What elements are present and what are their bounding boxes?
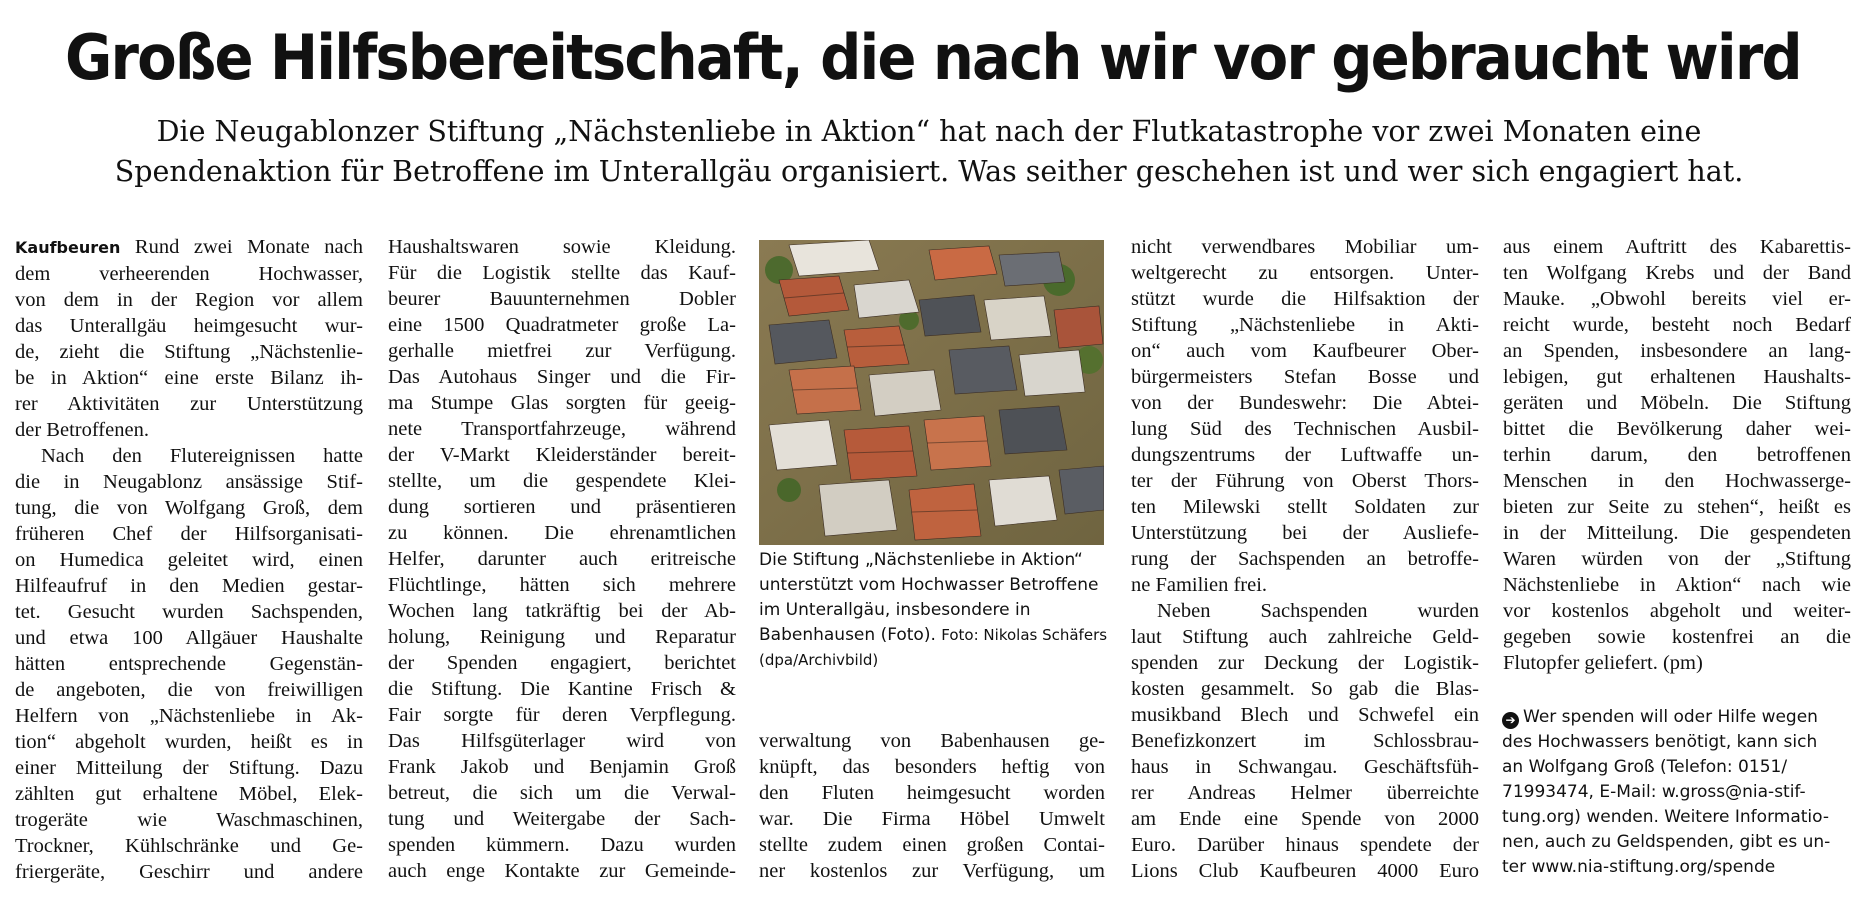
text-line: Helfer, darunter auch eritreische <box>388 548 736 570</box>
text-line: knüpft, das besonders heftig von <box>759 756 1105 778</box>
text-line: Trockner, Kühlschränke und Ge- <box>15 835 363 857</box>
text-line: Hilfeaufruf in den Medien gestar- <box>15 575 363 597</box>
text-line: Haushaltswaren sowie Kleidung. <box>388 236 736 258</box>
text-line: geräten und Möbeln. Die Stiftung <box>1503 392 1851 414</box>
donation-info <box>1502 705 1852 880</box>
text-line: tet. Gesucht wurden Sachspenden, <box>15 601 363 623</box>
text-line: on“ auch vom Kaufbeurer Ober- <box>1131 340 1479 362</box>
text-line: Benefizkonzert im Schlossbrau- <box>1131 730 1479 752</box>
text-line: war. Die Firma Höbel Umwelt <box>759 808 1105 830</box>
text-line: on Humedica geleitet wird, einen <box>15 549 363 571</box>
text-line: be in Aktion“ eine erste Bilanz ih- <box>15 367 363 389</box>
text-line: und etwa 100 Allgäuer Haushalte <box>15 627 363 649</box>
text-line: bieten zur Seite zu stehen“, heißt es <box>1503 496 1851 518</box>
text-line: de, zieht die Stiftung „Nächstenlie- <box>15 341 363 363</box>
text-line: einer Mitteilung der Stiftung. Dazu <box>15 757 363 779</box>
text-line: den Fluten heimgesucht worden <box>759 782 1105 804</box>
text-line: Nächstenliebe in Aktion“ nach wie <box>1503 574 1851 596</box>
text-line: Frank Jakob und Benjamin Groß <box>388 756 736 778</box>
text-line: rung der Sachspenden an betroffe- <box>1131 548 1479 570</box>
text-line: Wochen lang tatkräftig bei der Ab- <box>388 600 736 622</box>
text-line: Fair sorgte für deren Verpflegung. <box>388 704 736 726</box>
text-line: Helfern von „Nächstenliebe in Ak- <box>15 705 363 727</box>
article-column-3 <box>759 728 1105 898</box>
text-line: gerhalle mietfrei zur Verfügung. <box>388 340 736 362</box>
text-line: die in Neugablonz ansässige Stif- <box>15 471 363 493</box>
article-column-4 <box>1131 234 1479 902</box>
text-line: ner kostenlos zur Verfügung, um <box>759 860 1105 882</box>
text-line: Flüchtlinge, hätten sich mehrere <box>388 574 736 596</box>
text-line: holung, Reinigung und Reparatur <box>388 626 736 648</box>
info-line: 71993474, E-Mail: w.gross@nia-stif- <box>1502 782 1806 802</box>
text-line: tion“ abgeholt wurden, heißt es in <box>15 731 363 753</box>
flood-photo <box>759 240 1104 545</box>
text-line: tung, die von Wolfgang Groß, dem <box>15 497 363 519</box>
text-line: der V-Markt Kleiderständer bereit- <box>388 444 736 466</box>
text-line: stützt wurde die Hilfsaktion der <box>1131 288 1479 310</box>
text-line: Mauke. „Obwohl bereits viel er- <box>1503 288 1851 310</box>
text-line: Menschen in den Hochwasserge- <box>1503 470 1851 492</box>
text-line: rer Aktivitäten zur Unterstützung <box>15 393 363 415</box>
text-line: früheren Chef der Hilfsorganisati- <box>15 523 363 545</box>
text-line: Nach den Flutereignissen hatte <box>41 445 363 467</box>
text-line: ten Wolfgang Krebs und der Band <box>1503 262 1851 284</box>
text-line: gegeben sowie kostenfrei an die <box>1503 626 1851 648</box>
photo-credit: Foto: Nikolas Schäfers (dpa/Archivbild) <box>759 626 1108 669</box>
text-line: Das Hilfsgüterlager wird von <box>388 730 736 752</box>
info-text: Wer spenden will oder Hilfe wegen <box>1523 707 1818 727</box>
text-line: haus in Schwangau. Geschäftsfüh- <box>1131 756 1479 778</box>
text-line: Unterstützung bei der Ausliefe- <box>1131 522 1479 544</box>
text-line: an Spenden, insbesondere an lang- <box>1503 340 1851 362</box>
text-line: Das Autohaus Singer und die Fir- <box>388 366 736 388</box>
text-line: ne Familien frei. <box>1131 574 1268 596</box>
text-line: bürgermeisters Stefan Bosse und <box>1131 366 1479 388</box>
article-column-2 <box>388 234 736 902</box>
text-line: stellte, um die gespendete Klei- <box>388 470 736 492</box>
info-line: an Wolfgang Groß (Telefon: 0151/ <box>1502 757 1788 777</box>
text-line: aus einem Auftritt des Kabarettis- <box>1503 236 1851 258</box>
subheadline <box>40 112 1818 192</box>
text-line: dung sortieren und präsentieren <box>388 496 736 518</box>
text-line: Lions Club Kaufbeuren 4000 Euro <box>1131 860 1479 882</box>
text-line: dem verheerenden Hochwasser, <box>15 263 363 285</box>
text-line: zu können. Die ehrenamtlichen <box>388 522 736 544</box>
text-line: Euro. Darüber hinaus spendete der <box>1131 834 1479 856</box>
text-line: Stiftung „Nächstenliebe in Akti- <box>1131 314 1479 336</box>
text-line <box>15 234 363 261</box>
text-line: der Spenden engagiert, berichtet <box>388 652 736 674</box>
article-column-5 <box>1503 234 1851 694</box>
text-line: der Betroffenen. <box>15 419 149 441</box>
subheadline-line: Die Neugablonzer Stiftung „Nächstenliebe in Aktion“ hat nach der Flutkatastrophe vor zwei Monaten eine <box>156 115 1702 148</box>
text-line: dungszentrums der Luftwaffe un- <box>1131 444 1479 466</box>
text-line: stellte zudem einen großen Contai- <box>759 834 1105 856</box>
text-line: nete Transportfahrzeuge, während <box>388 418 736 440</box>
text-line: lung Süd des Technischen Ausbil- <box>1131 418 1479 440</box>
info-line: tung.org) wenden. Weitere Informatio- <box>1502 807 1829 827</box>
article-column-1 <box>15 234 363 902</box>
text-line: friergeräte, Geschirr und andere <box>15 861 363 883</box>
text-line: musikband Blech und Schwefel ein <box>1131 704 1479 726</box>
text-line: am Ende eine Spende von 2000 <box>1131 808 1479 830</box>
headline: Große Hilfsbereitschaft, die nach wir vor gebraucht wird <box>65 21 1801 94</box>
subheadline-line: Spendenaktion für Betroffene im Unterallgäu organisiert. Was seither geschehen ist und wer sich engagiert hat. <box>114 155 1744 188</box>
text-line: reicht wurde, besteht noch Bedarf <box>1503 314 1851 336</box>
text-line: zählten gut erhaltene Möbel, Elek- <box>15 783 363 805</box>
text-line: in der Mitteilung. Die gespendeten <box>1503 522 1851 544</box>
info-line: ter www.nia-stiftung.org/spende <box>1502 857 1776 877</box>
text-line: beurer Bauunternehmen Dobler <box>388 288 736 310</box>
text-line: eine 1500 Quadratmeter große La- <box>388 314 736 336</box>
text-line: kosten gesammelt. So gab die Blas- <box>1131 678 1479 700</box>
text-span: Rund zwei Monate nach <box>120 236 363 258</box>
text-line: Neben Sachspenden wurden <box>1157 600 1479 622</box>
text-line: auch enge Kontakte zur Gemeinde- <box>388 860 736 882</box>
text-line: rer Andreas Helmer überreichte <box>1131 782 1479 804</box>
text-line: vor kostenlos abgeholt und weiter- <box>1503 600 1851 622</box>
flooded-town-aerial-photo-icon <box>759 240 1104 545</box>
text-line: spenden kümmern. Dazu wurden <box>388 834 736 856</box>
text-line: Flutopfer geliefert. (pm) <box>1503 652 1703 674</box>
info-line: nen, auch zu Geldspenden, gibt es un- <box>1502 832 1831 852</box>
arrow-right-icon: ➔ <box>1502 712 1519 729</box>
caption-text: Die Stiftung „Nächstenliebe in Aktion“ unterstützt vom Hochwasser Betroffene im Unterallgäu, insbesondere in Babenhausen (Foto). <box>759 550 1099 645</box>
text-line: ma Stumpe Glas sorgten für geeig- <box>388 392 736 414</box>
text-line: tung und Weitergabe der Sach- <box>388 808 736 830</box>
text-line: ten Milewski stellt Soldaten zur <box>1131 496 1479 518</box>
text-line: de angeboten, die von freiwilligen <box>15 679 363 701</box>
text-line: hätten entsprechende Gegenstän- <box>15 653 363 675</box>
info-line <box>1502 705 1852 730</box>
text-line: Waren würden von der „Stiftung <box>1503 548 1851 570</box>
text-line: spenden zur Deckung der Logistik- <box>1131 652 1479 674</box>
text-line: nicht verwendbares Mobiliar um- <box>1131 236 1479 258</box>
text-line: lebigen, gut erhaltenen Haushalts- <box>1503 366 1851 388</box>
text-line: das Unterallgäu heimgesucht wur- <box>15 315 363 337</box>
text-line: laut Stiftung auch zahlreiche Geld- <box>1131 626 1479 648</box>
text-line: von dem in der Region vor allem <box>15 289 363 311</box>
text-line: die Stiftung. Die Kantine Frisch & <box>388 678 736 700</box>
info-line: des Hochwassers benötigt, kann sich <box>1502 732 1818 752</box>
dateline: Kaufbeuren <box>15 238 121 257</box>
text-line: Für die Logistik stellte das Kauf- <box>388 262 736 284</box>
text-line: betreut, die sich um die Verwal- <box>388 782 736 804</box>
text-line: terhin darum, den betroffenen <box>1503 444 1851 466</box>
text-line: weltgerecht zu entsorgen. Unter- <box>1131 262 1479 284</box>
text-line: bittet die Bevölkerung daher wei- <box>1503 418 1851 440</box>
text-line: ter der Führung von Oberst Thors- <box>1131 470 1479 492</box>
text-line: verwaltung von Babenhausen ge- <box>759 730 1105 752</box>
photo-caption <box>759 548 1109 673</box>
text-line: von der Bundeswehr: Die Abtei- <box>1131 392 1479 414</box>
text-line: trogeräte wie Waschmaschinen, <box>15 809 363 831</box>
